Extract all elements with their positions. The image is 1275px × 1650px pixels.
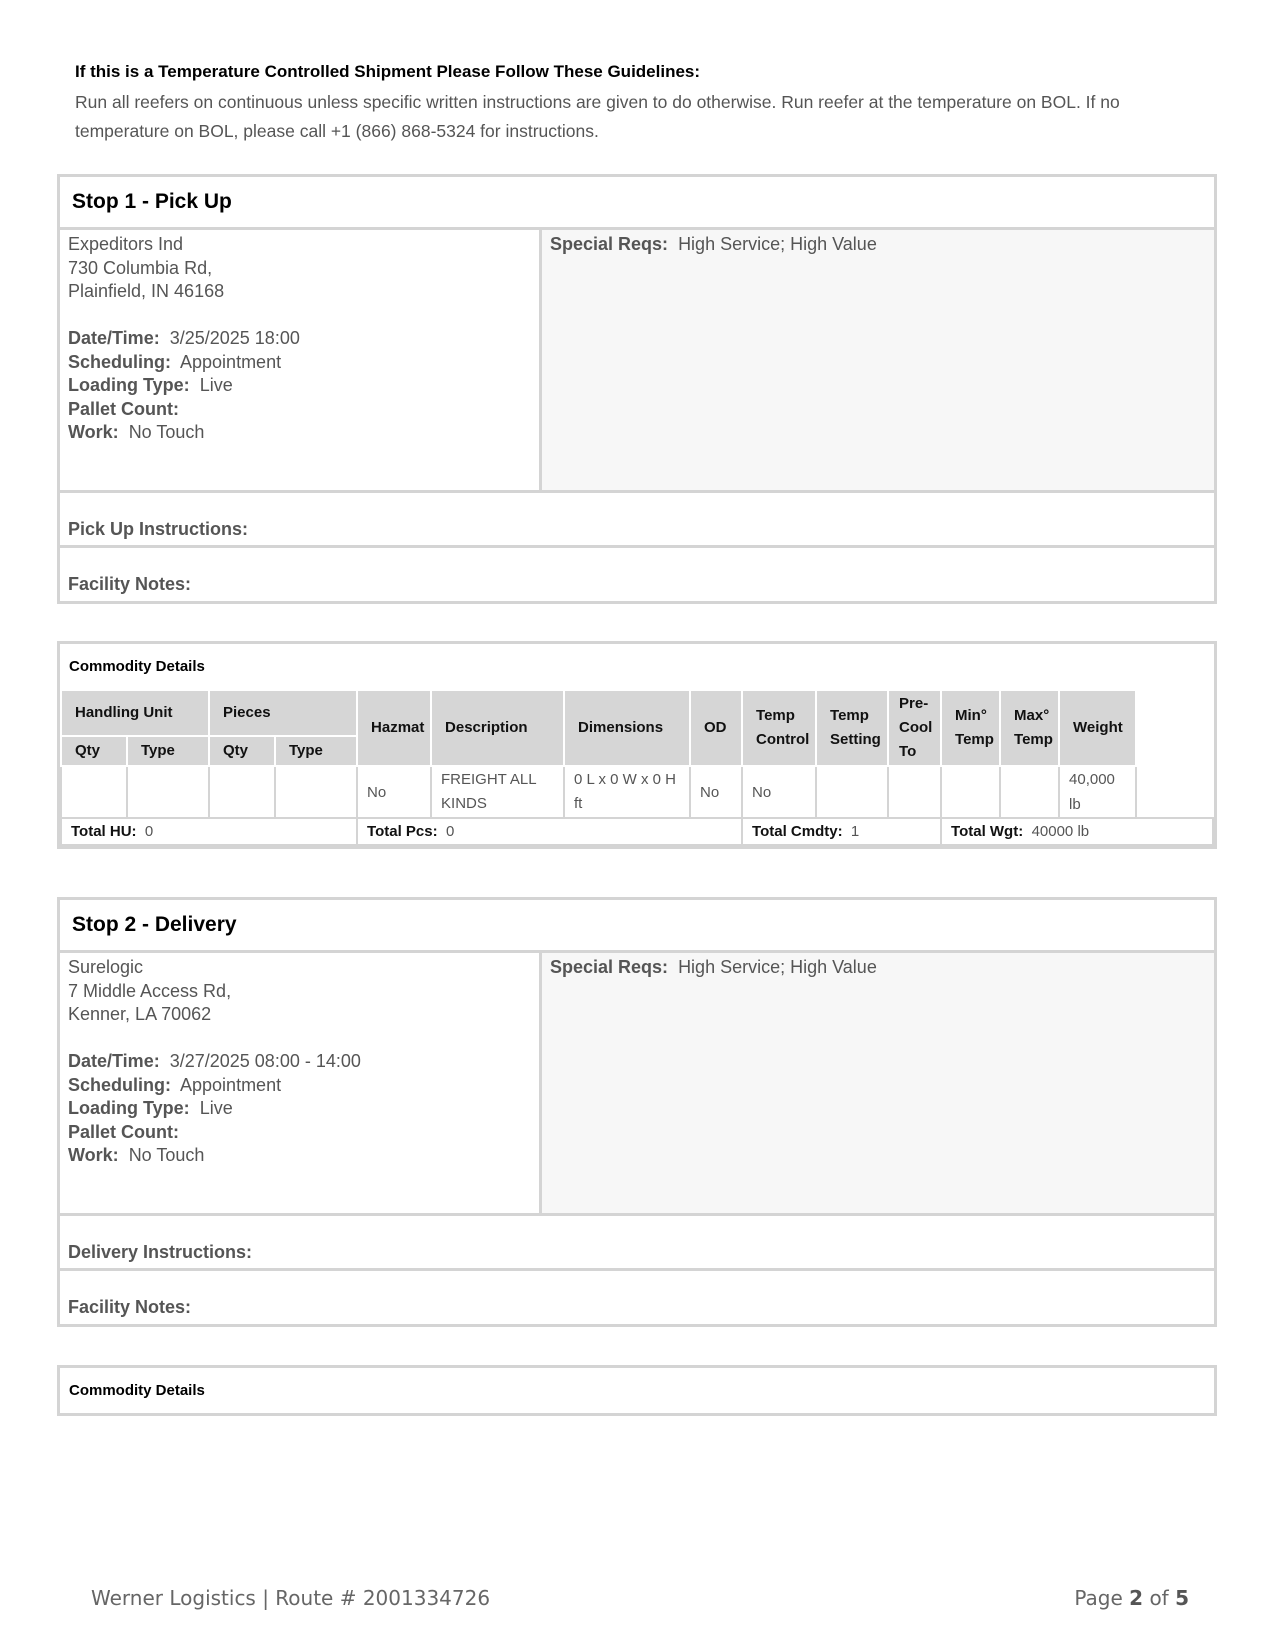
header-hazmat: Hazmat	[357, 690, 431, 766]
table-header-row	[61, 690, 1213, 736]
stop-1-address-line-1: 730 Columbia Rd,	[68, 257, 213, 278]
cell-temp-control: No	[742, 766, 816, 818]
footer-page-number: Page 2 of 5	[1074, 1586, 1189, 1610]
stop-1-datetime: Date/Time: 3/25/2025 18:00	[68, 328, 300, 348]
cell-temp-setting	[816, 766, 888, 818]
cell-description: FREIGHT ALL KINDS	[431, 766, 564, 818]
stop-2-delivery-instructions: Delivery Instructions:	[60, 1216, 1214, 1271]
header-pieces: Pieces	[209, 690, 357, 736]
header-handling-unit: Handling Unit	[61, 690, 209, 736]
commodity-details-2	[57, 1365, 1217, 1416]
stop-1-title: Stop 1 - Pick Up	[60, 177, 1214, 230]
total-cmdty: Total Cmdty: 1	[742, 818, 941, 845]
stop-2-loading-type: Loading Type: Live	[68, 1098, 233, 1118]
header-temp-control: Temp Control	[742, 690, 816, 766]
stop-1-address-block	[60, 230, 542, 490]
cell-max-temp	[1000, 766, 1059, 818]
header-pcs-qty: Qty	[209, 736, 275, 766]
cell-weight: 40,000 lb	[1059, 766, 1136, 818]
stop-2-facility-notes: Facility Notes:	[68, 1297, 192, 1317]
table-totals-row	[61, 818, 1213, 845]
stop-2-section	[57, 897, 1217, 1327]
stop-2-scheduling: Scheduling: Appointment	[68, 1074, 282, 1095]
stop-2-address-line-2: Kenner, LA 70062	[68, 1004, 212, 1024]
cell-hu-qty	[61, 766, 127, 818]
stop-1-special-reqs: Special Reqs: High Service; High Value	[542, 230, 1214, 490]
stop-1-address-line-2: Plainfield, IN 46168	[68, 281, 225, 301]
header-weight: Weight	[1059, 690, 1136, 766]
header-precool: Pre-Cool To	[888, 690, 941, 766]
stop-2-title: Stop 2 - Delivery	[60, 900, 1214, 953]
cell-hu-type	[127, 766, 209, 818]
commodity-details-1	[57, 641, 1217, 849]
header-hu-qty: Qty	[61, 736, 127, 766]
stop-2-facility-name: Surelogic	[68, 957, 144, 977]
cell-pcs-type	[275, 766, 357, 818]
stop-1-work: Work: No Touch	[68, 422, 205, 442]
stop-2-address-line-1: 7 Middle Access Rd,	[68, 980, 232, 1001]
header-pcs-type: Type	[275, 736, 357, 766]
stop-1-scheduling: Scheduling: Appointment	[68, 351, 282, 372]
stop-1-pallet-count: Pallet Count:	[68, 398, 179, 419]
page-footer	[91, 1586, 1189, 1610]
header-description: Description	[431, 690, 564, 766]
cell-min-temp	[941, 766, 1000, 818]
stop-2-address-block	[60, 953, 542, 1213]
temperature-guidelines	[75, 62, 1215, 146]
stop-1-pickup-instructions: Pick Up Instructions:	[60, 493, 1214, 548]
total-pcs: Total Pcs: 0	[357, 818, 742, 845]
cell-hazmat: No	[357, 766, 431, 818]
stop-2-datetime: Date/Time: 3/27/2025 08:00 - 14:00	[68, 1051, 361, 1071]
header-max-temp: Max° Temp	[1000, 690, 1059, 766]
header-temp-setting: Temp Setting	[816, 690, 888, 766]
stop-2-work: Work: No Touch	[68, 1145, 205, 1165]
header-hu-type: Type	[127, 736, 209, 766]
cell-precool	[888, 766, 941, 818]
header-min-temp: Min° Temp	[941, 690, 1000, 766]
cell-od: No	[690, 766, 742, 818]
guidelines-title: If this is a Temperature Controlled Shipment Please Follow These Guidelines:	[75, 62, 701, 81]
stop-2-details	[60, 953, 1214, 1216]
commodity-table	[60, 689, 1214, 846]
commodity-details-2-title: Commodity Details	[69, 1382, 205, 1399]
total-wgt: Total Wgt: 40000 lb	[941, 818, 1213, 845]
header-od: OD	[690, 690, 742, 766]
table-row	[61, 766, 1213, 818]
guidelines-body: Run all reefers on continuous unless specific written instructions are given to do otherwise. Run reefer at the temperature on BOL. If no temperature on BOL, please call +1 (866) 868-5324 for instructions.	[75, 92, 1120, 141]
cell-dimensions: 0 L x 0 W x 0 H ft	[564, 766, 690, 818]
stop-2-special-reqs: Special Reqs: High Service; High Value	[542, 953, 1214, 1213]
stop-1-loading-type: Loading Type: Live	[68, 375, 233, 395]
cell-pcs-qty	[209, 766, 275, 818]
footer-route: Werner Logistics | Route # 2001334726	[91, 1586, 491, 1610]
stop-1-section	[57, 174, 1217, 604]
header-dimensions: Dimensions	[564, 690, 690, 766]
stop-1-details	[60, 230, 1214, 493]
stop-1-facility-name: Expeditors Ind	[68, 234, 184, 254]
total-hu: Total HU: 0	[61, 818, 357, 845]
stop-2-pallet-count: Pallet Count:	[68, 1121, 179, 1142]
stop-1-facility-notes: Facility Notes:	[68, 574, 192, 594]
commodity-details-1-title: Commodity Details	[69, 658, 205, 675]
